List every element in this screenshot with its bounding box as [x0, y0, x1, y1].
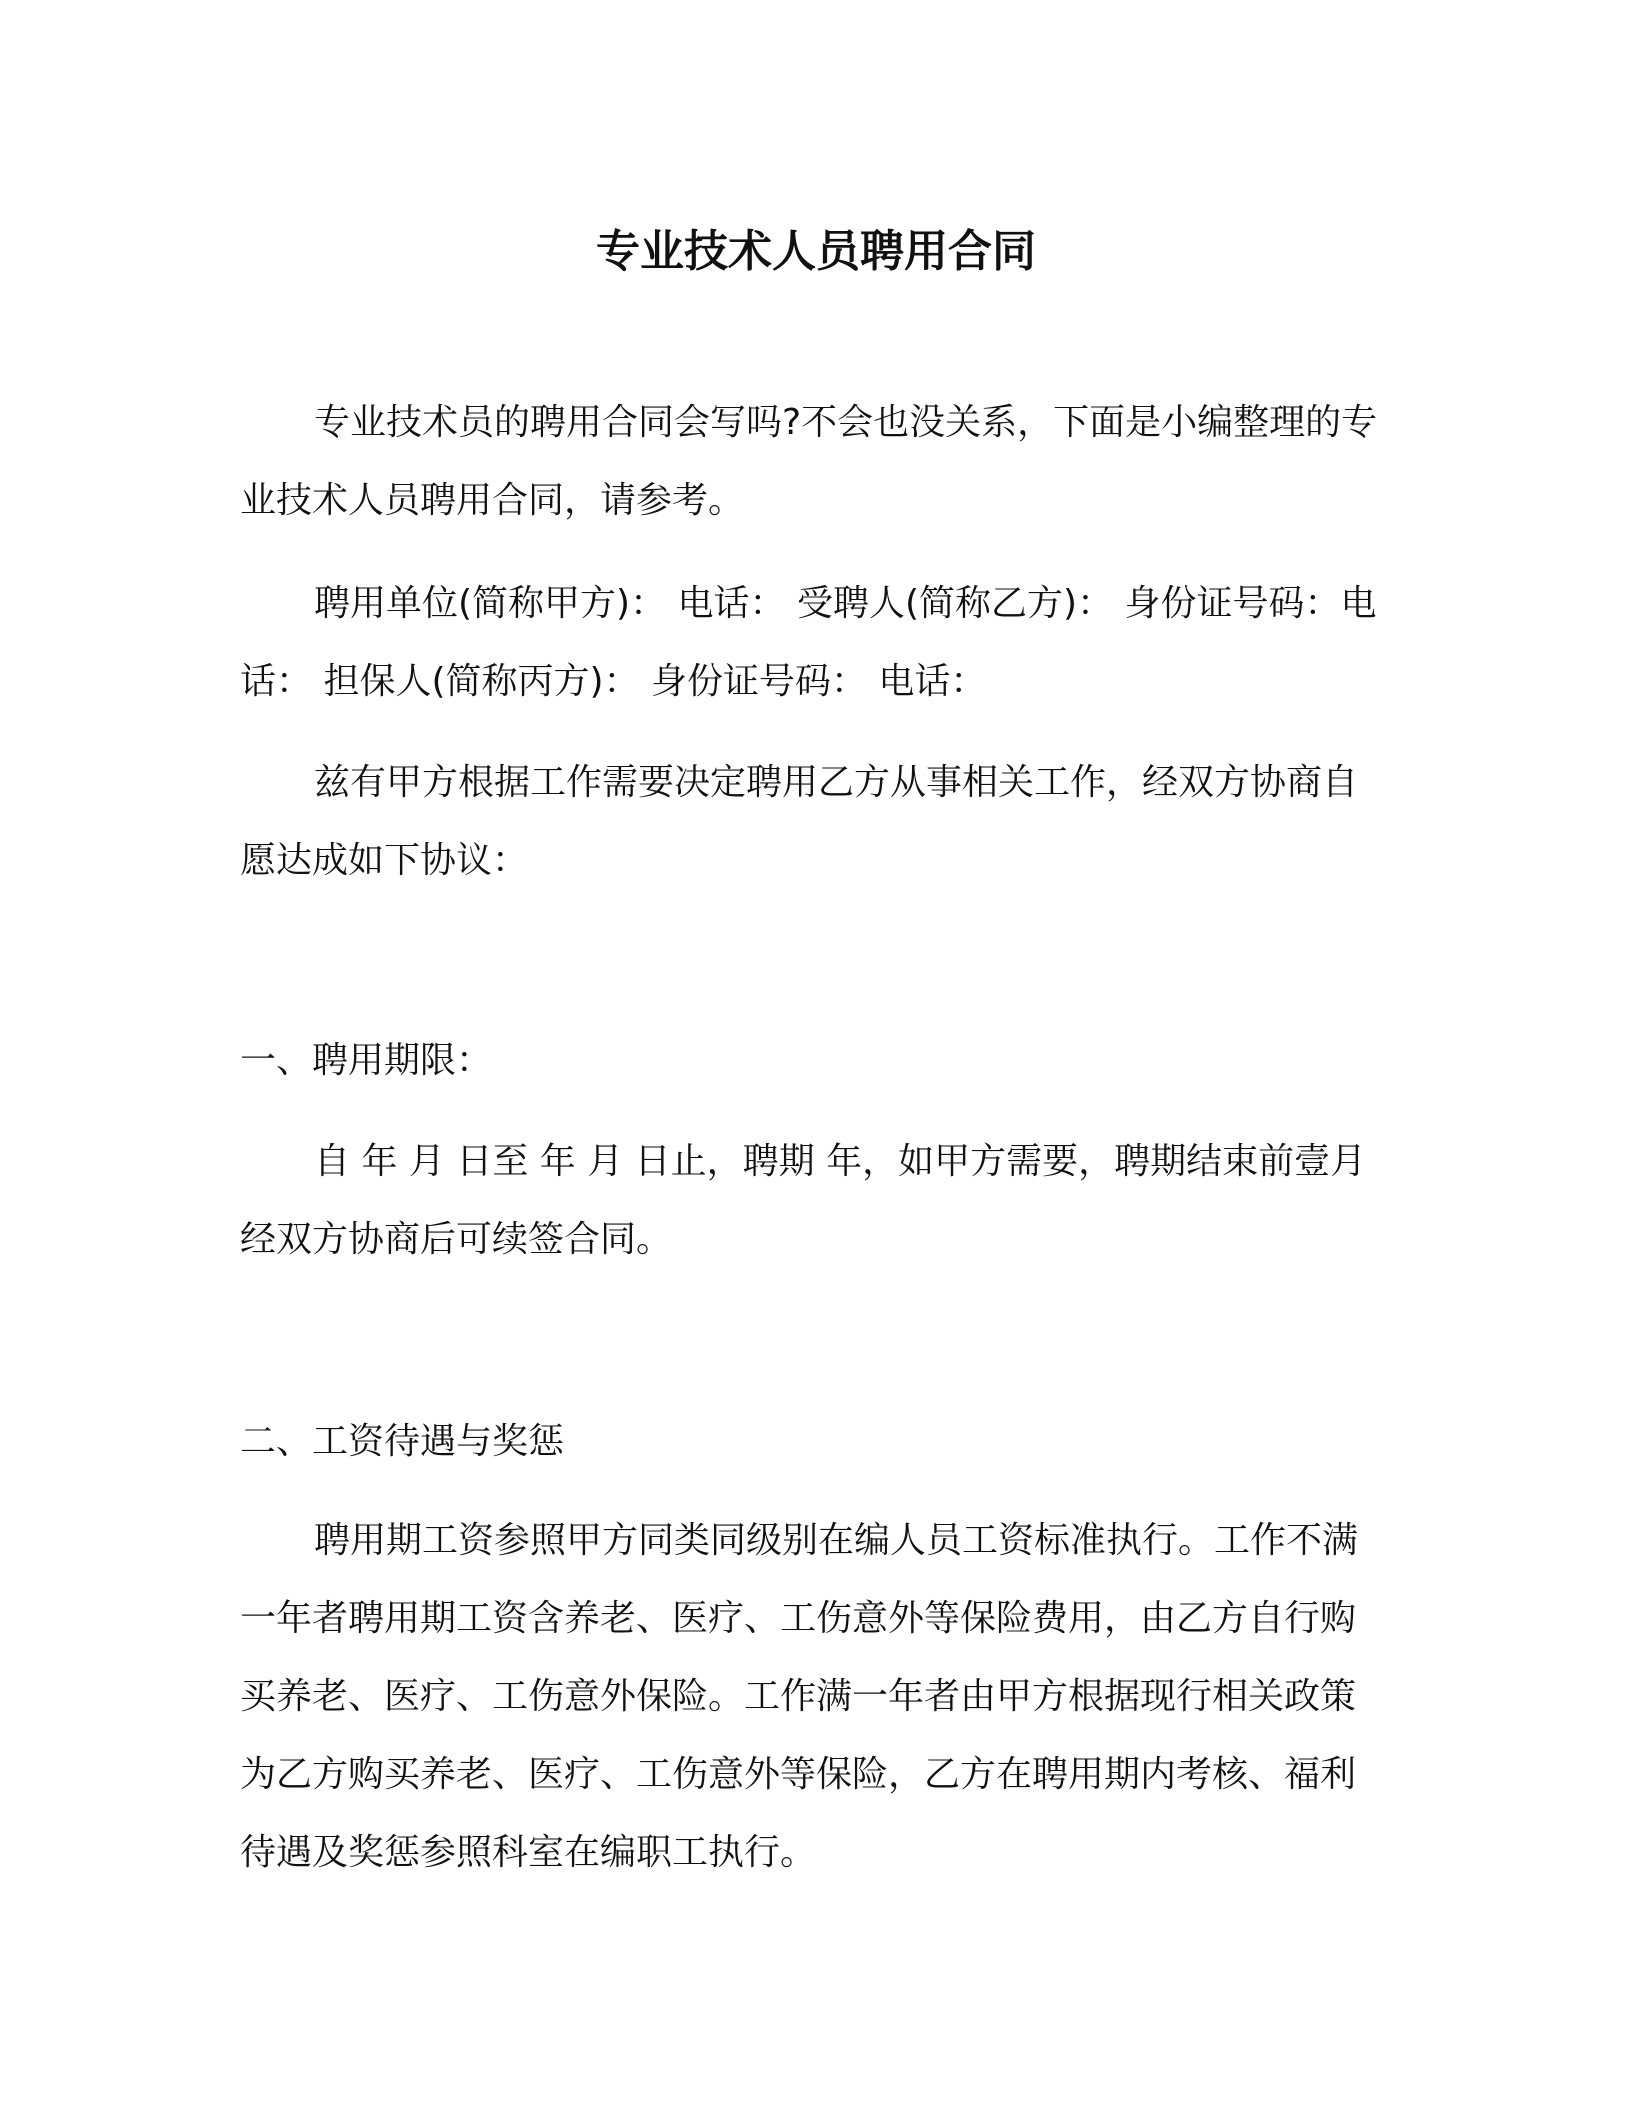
document-title: 专业技术人员聘用合同 — [596, 226, 1036, 277]
parties-paragraph: 聘用单位(简称甲方)： 电话： 受聘人(简称乙方)： 身份证号码：电话： 担保人(简称丙方)： 身份证号码： 电话： — [240, 583, 1377, 702]
section-1-body: 自 年 月 日至 年 月 日止，聘期 年，如甲方需要，聘期结束前壹月经双方协商后可续签合同。 — [240, 1141, 1367, 1260]
section-2-body: 聘用期工资参照甲方同类同级别在编人员工资标准执行。工作不满一年者聘用期工资含养老、医疗、工伤意外等保险费用，由乙方自行购买养老、医疗、工伤意外保险。工作满一年者由甲方根据现行相关政策为乙方购买养老、医疗、工伤意外等保险，乙方在聘用期内考核、福利待遇及奖惩参照科室在编职工执行。 — [240, 1520, 1359, 1873]
section-2-heading: 二、工资待遇与奖惩 — [240, 1421, 565, 1462]
section-1-heading: 一、聘用期限： — [240, 1040, 493, 1081]
agreement-paragraph: 兹有甲方根据工作需要决定聘用乙方从事相关工作，经双方协商自愿达成如下协议： — [240, 762, 1359, 881]
intro-paragraph: 专业技术员的聘用合同会写吗?不会也没关系，下面是小编整理的专业技术人员聘用合同，请参考。 — [240, 402, 1378, 521]
